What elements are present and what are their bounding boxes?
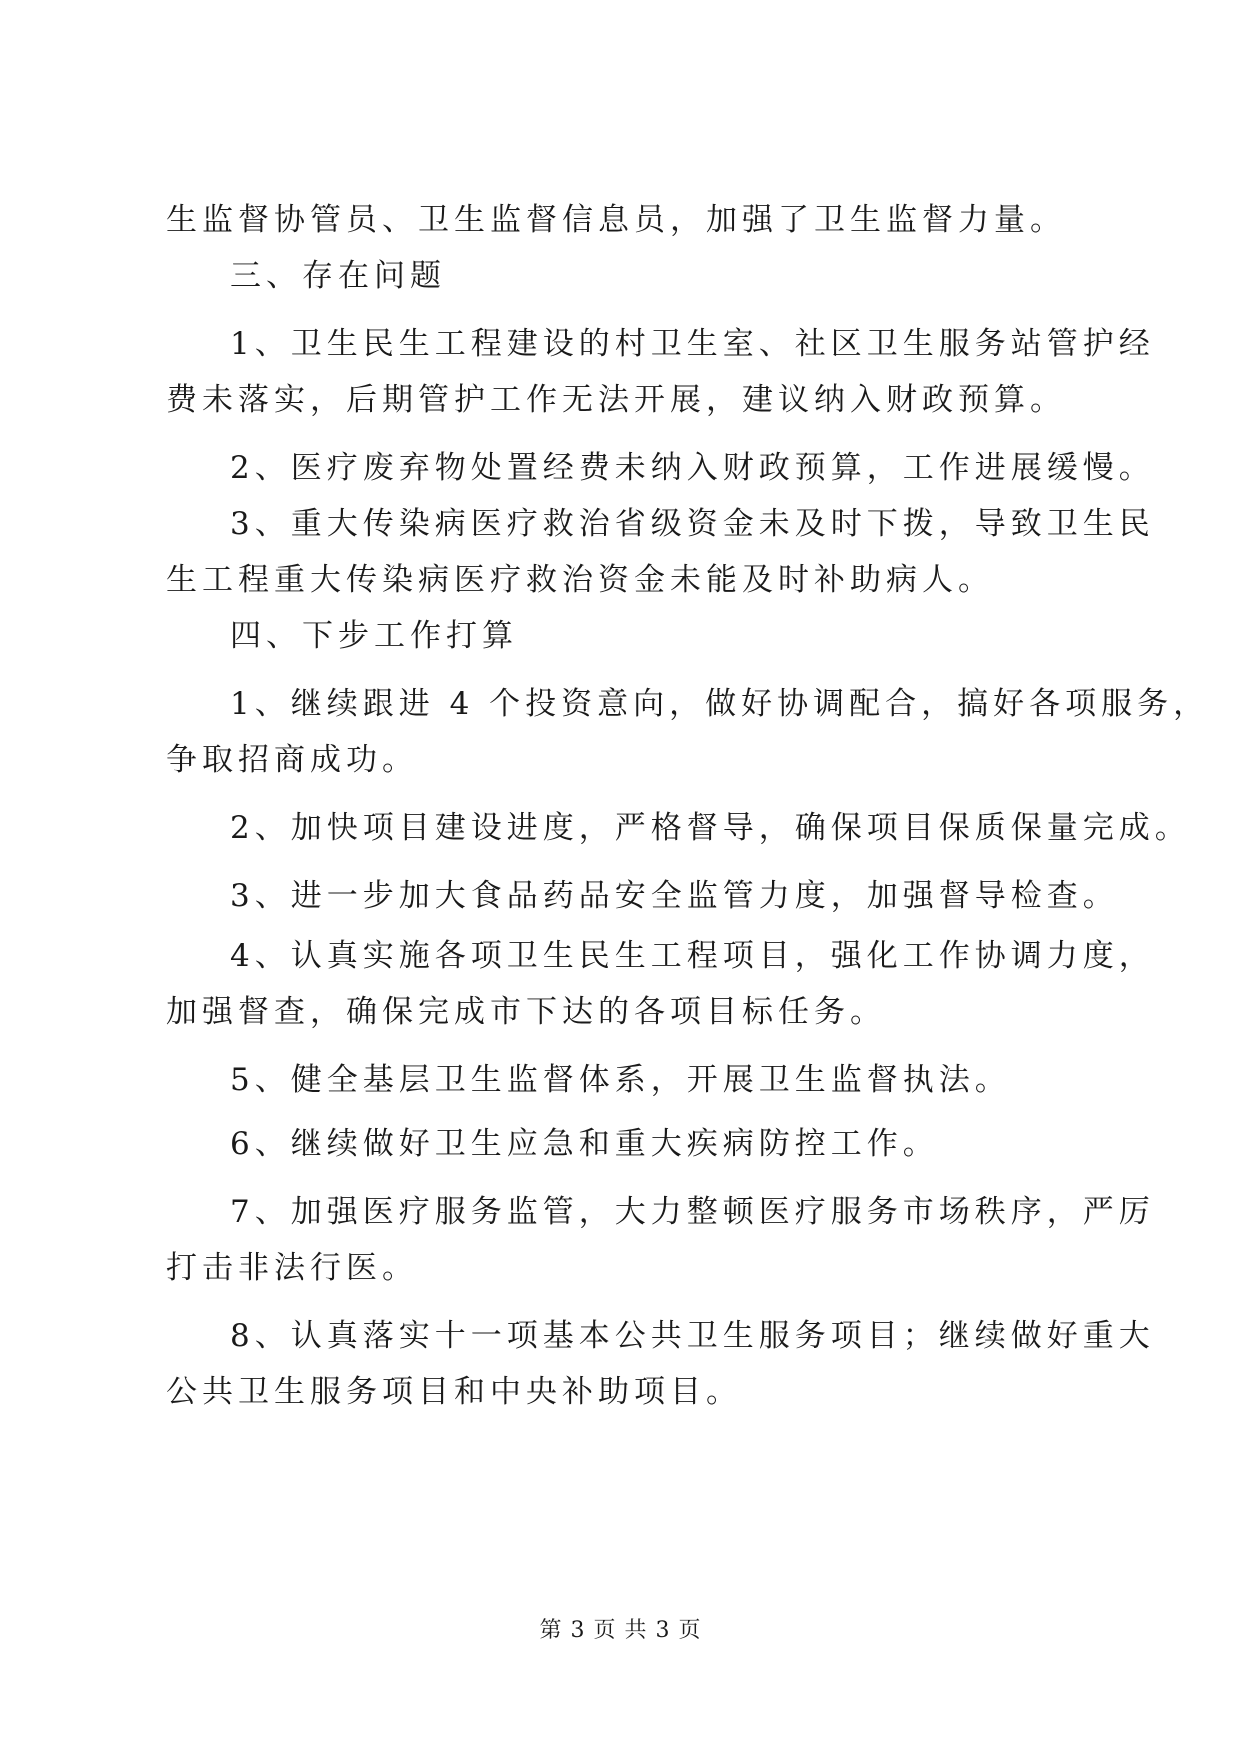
paragraph-line: 6、继续做好卫生应急和重大疾病防控工作。 xyxy=(230,1126,939,1162)
paragraph-line: 争取招商成功。 xyxy=(166,742,418,778)
paragraph-line: 8、认真落实十一项基本公共卫生服务项目；继续做好重大 xyxy=(230,1318,1155,1354)
paragraph-line: 加强督查，确保完成市下达的各项目标任务。 xyxy=(166,994,886,1030)
paragraph-line: 7、加强医疗服务监管，大力整顿医疗服务市场秩序，严厉 xyxy=(230,1194,1155,1230)
paragraph-line: 1、继续跟进 4 个投资意向，做好协调配合，搞好各项服务， xyxy=(230,686,1210,722)
paragraph-line: 3、重大传染病医疗救治省级资金未及时下拨，导致卫生民 xyxy=(230,506,1155,542)
paragraph-line: 2、医疗废弃物处置经费未纳入财政预算，工作进展缓慢。 xyxy=(230,450,1155,486)
paragraph-line: 3、进一步加大食品药品安全监管力度，加强督导检查。 xyxy=(230,878,1119,914)
paragraph-line: 生监督协管员、卫生监督信息员，加强了卫生监督力量。 xyxy=(166,202,1066,238)
page-number-footer: 第 3 页 共 3 页 xyxy=(539,1618,702,1643)
paragraph-line: 公共卫生服务项目和中央补助项目。 xyxy=(166,1374,742,1410)
section-heading: 三、存在问题 xyxy=(230,258,446,294)
paragraph-line: 费未落实，后期管护工作无法开展，建议纳入财政预算。 xyxy=(166,382,1066,418)
paragraph-line: 1、卫生民生工程建设的村卫生室、社区卫生服务站管护经 xyxy=(230,326,1155,362)
paragraph-line: 5、健全基层卫生监督体系，开展卫生监督执法。 xyxy=(230,1062,1011,1098)
section-heading: 四、下步工作打算 xyxy=(230,618,518,654)
paragraph-line: 打击非法行医。 xyxy=(166,1250,418,1286)
paragraph-line: 2、加快项目建设进度，严格督导，确保项目保质保量完成。 xyxy=(230,810,1191,846)
paragraph-line: 生工程重大传染病医疗救治资金未能及时补助病人。 xyxy=(166,562,994,598)
paragraph-line: 4、认真实施各项卫生民生工程项目，强化工作协调力度， xyxy=(230,938,1155,974)
